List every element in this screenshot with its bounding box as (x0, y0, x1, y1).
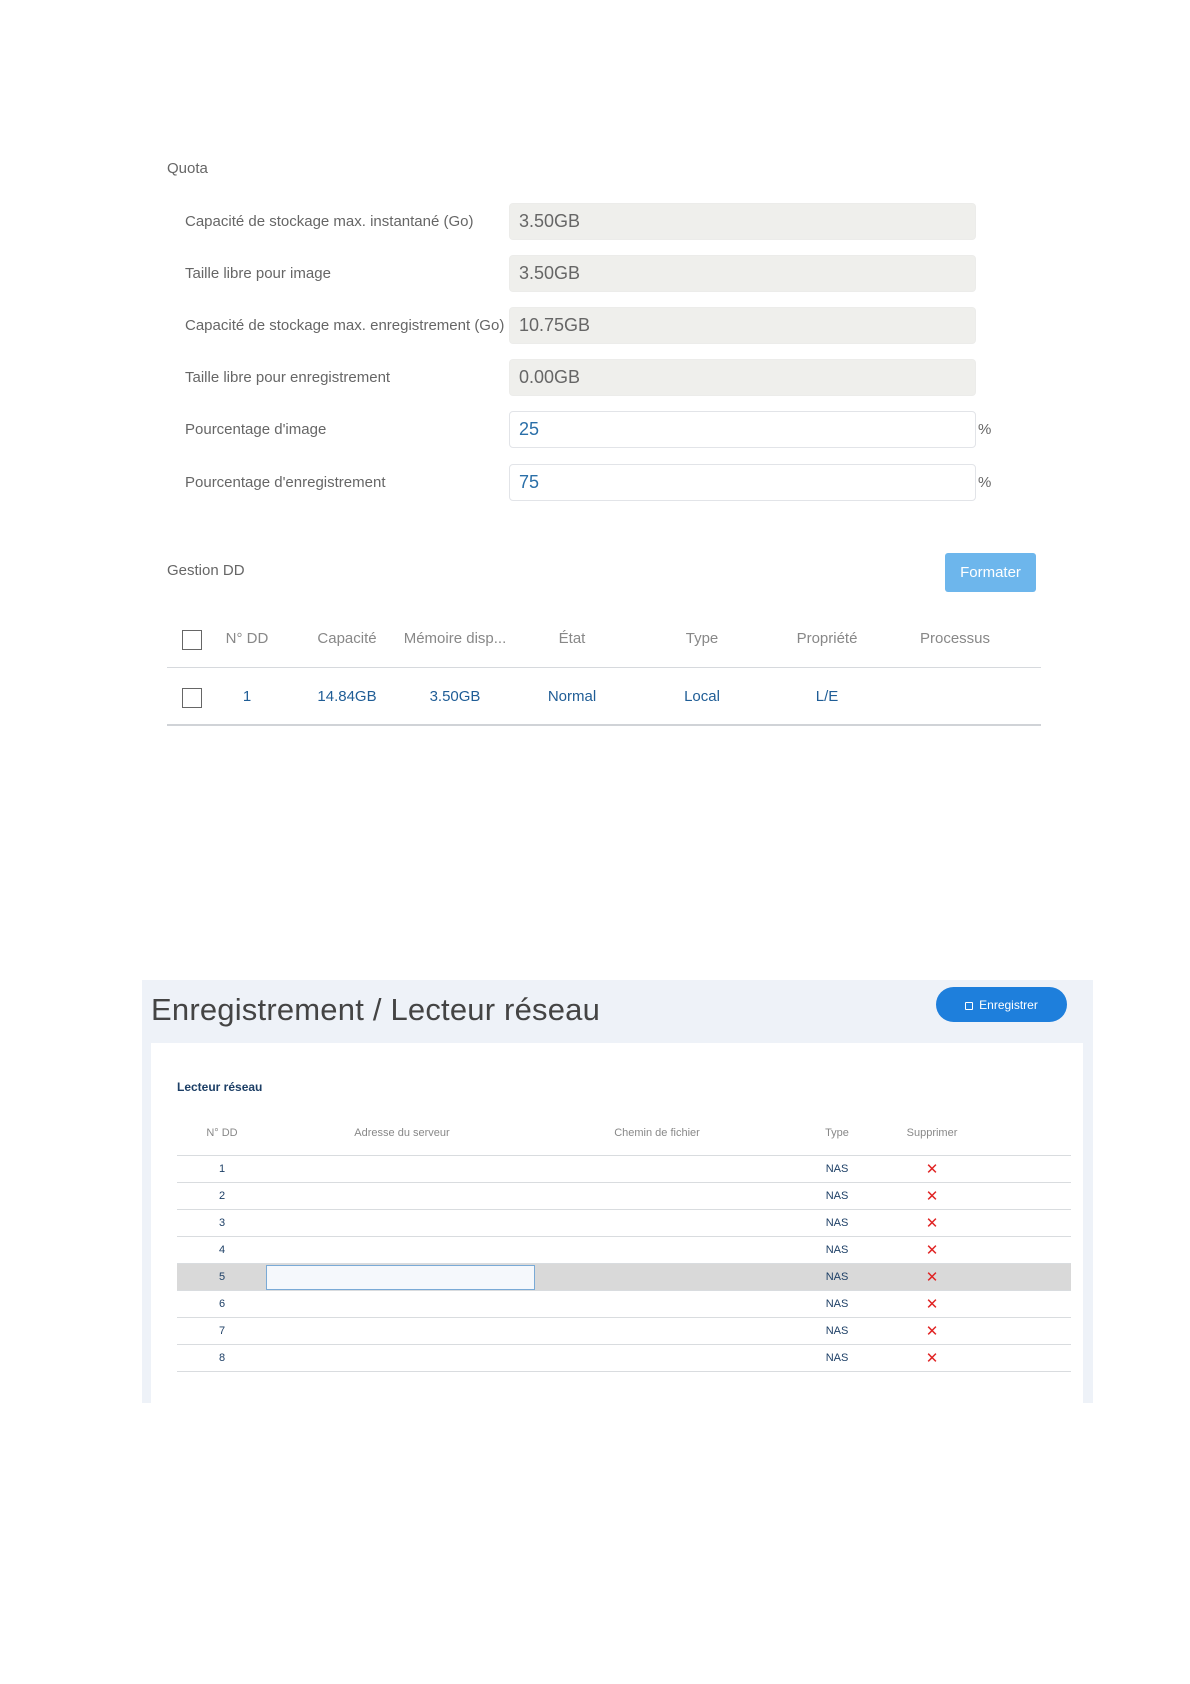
dd-type: Local (684, 688, 720, 705)
dd-table (167, 610, 1041, 726)
gestion-dd-title: Gestion DD (167, 562, 245, 579)
row-type: NAS (825, 1163, 849, 1175)
row-type: NAS (825, 1298, 849, 1310)
page-title: Enregistrement / Lecteur réseau (151, 992, 601, 1027)
save-button[interactable] (936, 987, 1067, 1022)
max-snapshot-label: Capacité de stockage max. instantané (Go) (185, 213, 474, 230)
col-server-address: Adresse du serveur (354, 1127, 450, 1139)
col-property: Propriété (796, 630, 858, 647)
col-process: Processus (919, 630, 991, 647)
network-drive-panel (142, 980, 1093, 1403)
table-row[interactable] (177, 1156, 1071, 1183)
dd-property: L/E (815, 688, 839, 705)
delete-icon[interactable]: ✕ (925, 1323, 939, 1340)
row-type: NAS (825, 1244, 849, 1256)
save-button-label: Enregistrer (979, 997, 1038, 1012)
quota-row-max-snapshot (185, 203, 985, 241)
col-dd-number: N° DD (206, 1127, 238, 1139)
delete-icon[interactable]: ✕ (925, 1269, 939, 1286)
row-dd-number: 6 (218, 1298, 226, 1310)
row-dd-number: 1 (218, 1163, 226, 1175)
col-file-path: Chemin de fichier (614, 1127, 700, 1139)
max-snapshot-field (509, 203, 976, 240)
row-type: NAS (825, 1190, 849, 1202)
network-table-header (177, 1111, 1071, 1156)
row-dd-number: 5 (218, 1271, 226, 1283)
table-row[interactable] (177, 1318, 1071, 1345)
col-state: État (558, 630, 586, 647)
network-drive-card (151, 1043, 1083, 1403)
col-type: Type (685, 630, 719, 647)
format-button[interactable]: Formater (945, 553, 1036, 592)
row-dd-number: 2 (218, 1190, 226, 1202)
recording-percent-unit: % (978, 474, 992, 491)
quota-row-free-recording (185, 359, 985, 397)
image-percent-input[interactable] (509, 411, 976, 448)
dd-state: Normal (547, 688, 597, 705)
recording-percent-label: Pourcentage d'enregistrement (185, 474, 386, 491)
max-recording-label: Capacité de stockage max. enregistrement (Go) (185, 317, 505, 334)
row-dd-number: 3 (218, 1217, 226, 1229)
network-drive-subtitle: Lecteur réseau (177, 1080, 263, 1094)
row-type: NAS (825, 1271, 849, 1283)
quota-title: Quota (167, 160, 208, 177)
col-dd-number: N° DD (225, 630, 269, 647)
dd-capacity: 14.84GB (317, 688, 377, 705)
quota-row-max-recording (185, 307, 985, 345)
delete-icon[interactable]: ✕ (925, 1188, 939, 1205)
dd-memory: 3.50GB (429, 688, 481, 705)
row-dd-number: 7 (218, 1325, 226, 1337)
row-dd-number: 8 (218, 1352, 226, 1364)
col-type: Type (825, 1127, 849, 1139)
table-row[interactable] (177, 1264, 1071, 1291)
image-percent-label: Pourcentage d'image (185, 421, 327, 438)
delete-icon[interactable]: ✕ (925, 1215, 939, 1232)
col-memory: Mémoire disp... (403, 630, 507, 647)
dd-number: 1 (242, 688, 252, 705)
delete-icon[interactable]: ✕ (925, 1350, 939, 1367)
row-checkbox[interactable] (182, 688, 202, 708)
row-type: NAS (825, 1217, 849, 1229)
dd-process (915, 668, 995, 726)
col-delete: Supprimer (906, 1127, 958, 1139)
table-row[interactable] (177, 1345, 1071, 1372)
table-row[interactable] (167, 668, 1041, 726)
server-address-input[interactable] (266, 1265, 535, 1290)
row-type: NAS (825, 1352, 849, 1364)
network-drive-table (177, 1111, 1071, 1372)
delete-icon[interactable]: ✕ (925, 1296, 939, 1313)
table-row[interactable] (177, 1291, 1071, 1318)
free-image-field (509, 255, 976, 292)
save-icon (965, 1002, 973, 1010)
table-row[interactable] (177, 1210, 1071, 1237)
quota-row-free-image (185, 255, 985, 293)
select-all-checkbox[interactable] (182, 630, 202, 650)
row-dd-number: 4 (218, 1244, 226, 1256)
table-row[interactable] (177, 1237, 1071, 1264)
row-type: NAS (825, 1325, 849, 1337)
col-capacity: Capacité (317, 630, 377, 647)
recording-percent-input[interactable] (509, 464, 976, 501)
dd-table-header (167, 610, 1041, 668)
image-percent-unit: % (978, 421, 992, 438)
free-recording-field (509, 359, 976, 396)
delete-icon[interactable]: ✕ (925, 1242, 939, 1259)
free-image-label: Taille libre pour image (185, 265, 331, 282)
free-recording-label: Taille libre pour enregistrement (185, 369, 391, 386)
delete-icon[interactable]: ✕ (925, 1161, 939, 1178)
quota-row-image-percent (185, 411, 992, 449)
table-row[interactable] (177, 1183, 1071, 1210)
quota-row-recording-percent (185, 464, 992, 502)
max-recording-field (509, 307, 976, 344)
